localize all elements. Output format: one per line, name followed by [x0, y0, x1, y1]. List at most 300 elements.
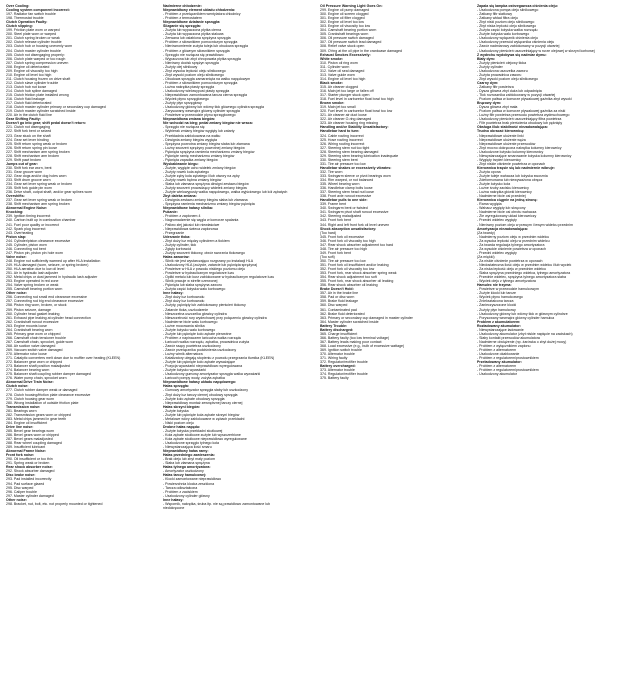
list-item: - Źle wyregulowany układ kierowniczy: [477, 214, 537, 219]
list-item: 259. Piston seizure, damage: [6, 307, 51, 312]
list-item: 240. Carbon built up in combustion chamber: [6, 218, 76, 223]
section-heading: Gear Shifting Faulty:: [6, 117, 41, 122]
list-item: 343. Front fork bent: [320, 218, 351, 223]
subsection-heading: Biały dym:: [477, 56, 495, 61]
list-item: - Zużyty sworzeń tłokowy, otwór sworznia tłokowego: [163, 250, 245, 255]
subsection-heading: Drobne hałas napędu:: [163, 424, 201, 429]
list-item: 242. Spark plug incorrect: [6, 226, 46, 231]
list-item: (Za twardy): [477, 230, 495, 235]
list-item: 275. Balancer shaft coupling rubber damper damaged: [6, 372, 91, 377]
column-polish-2: [477, 4, 628, 696]
list-item: 310. Piston oil ring worn: [320, 60, 358, 65]
list-item: - Dźwignia zmiany biegów wygięta: [163, 137, 218, 142]
list-item: 324. Cable routing incorrect: [320, 133, 364, 138]
list-item: - Tłok rozrusznika zablokowany w pozycji otwartej: [477, 93, 556, 98]
list-item: - Problem z siłownikiem pomocniczym sprzęgła: [163, 80, 238, 85]
list-item: 202. Clutch release cylinder trouble: [6, 40, 62, 45]
list-item: - Niedostateczna ilość oleju w przednim widelcu i/lub wyciek: [477, 263, 572, 267]
list-item: 331. Tire air pressure too low: [320, 161, 366, 166]
list-item: - Nieszczelność rury wydechowej przy połączeniu głowicy cylindra: [163, 315, 267, 320]
list-item: 272. Balancer gear worn or chipped: [6, 360, 63, 365]
subsection-heading: Clutch noise:: [6, 384, 29, 389]
list-item: 210. Engine oil level too high: [6, 72, 52, 77]
list-item: 336. Handlebar clamp bolts loose: [320, 186, 373, 191]
list-item: 285. Bevel gear bearings worn: [6, 428, 55, 433]
list-item: - Problem z regulatorem/prostownikiem: [477, 356, 539, 361]
list-item: 197. Radiator fan switch trouble: [6, 12, 56, 17]
list-item: 232. Gear dogs and/or dog holes worn: [6, 173, 67, 178]
list-item: - Uszkodzony wielowypust piasty sprzęgła: [163, 88, 230, 93]
list-item: - Nieprawidłowa świeca zapłonowa: [163, 226, 219, 231]
list-item: - Zużyte, wygięte ucho widełek zmiany biegów: [163, 165, 236, 170]
list-item: 244. Cylinder/piston clearance excessive: [6, 238, 71, 243]
list-item: - Wahacz wygięty lub skręcony: [477, 206, 526, 211]
section-heading: Nieprawidłowy hałas ramy:: [163, 449, 209, 454]
list-item: - Niewystarczające ładowanie: [477, 327, 524, 332]
list-item: 253. Engine operated in red zone: [6, 279, 59, 284]
list-item: - Uszkodzony główny lub wtórny tłok w głównym cylindrze: [477, 311, 568, 316]
list-item: - Zużyty płyn sprzęgłowy: [163, 101, 202, 106]
list-item: - Uszkodzony przewód wyłącznika ciśnienia oleju: [477, 40, 555, 45]
list-item: 233. Shift drum groove worn: [6, 178, 51, 183]
list-item: 361. Contaminated pad: [320, 307, 357, 312]
list-item: - Zatkany filtr siatkowy: [477, 12, 513, 17]
list-item: - Luźny sworzeń sprężyny powrotnej zmiany biegów: [163, 145, 245, 150]
list-item: 264. Crankshaft bearing worn: [6, 327, 53, 332]
subsection-heading: Jumps out of gear:: [6, 161, 38, 166]
list-item: 248. Engine not sufficiently warmed up after HLA installation: [6, 258, 101, 263]
list-item: 286. Bevel gears worn or chipped: [6, 432, 59, 437]
list-item: - Zużyta część łożyska wałka rozrządu: [477, 28, 538, 33]
section-heading: Problem z akumulatorem:: [477, 319, 521, 324]
list-item: 213. Clutch hub nut loose: [6, 84, 47, 89]
list-item: 329. Steering stem bearing lubrication inadequate: [320, 153, 399, 158]
list-item: 238. Shift mechanism arm spring broken: [6, 202, 70, 207]
subsection-heading: Valve noise:: [6, 254, 27, 259]
subsection-heading: Doesn't go into gear; shift pedal doesn't return:: [6, 121, 86, 126]
list-item: 283. Metal chips jammed in gear teeth: [6, 416, 67, 421]
list-item: 290. Oil insufficient or too thin: [6, 457, 53, 462]
list-item: - Problem z siłownikiem pomocniczym sprzęgła: [163, 40, 238, 45]
list-item: - Zużyty, pęknięty lub zablokowany pierścień tłokowy: [163, 303, 246, 308]
list-item: - Luźne śruby zacisku kierownicy: [477, 186, 529, 191]
subsection-heading: Hałas skrzyni biegów:: [163, 404, 201, 409]
subsection-heading: Hałas tylnego amortyzatora:: [163, 465, 211, 470]
list-item: - Zdeformowana lub niewyważona obręcz: [477, 178, 543, 183]
list-item: - Problem z alternatorem: [477, 364, 517, 369]
list-item: - Uszkodzone łożysko kolumny kierownicy: [477, 149, 544, 154]
list-item: 261. Exhaust pipe leaking at cylinder head connection: [6, 315, 91, 320]
list-item: 203. Clutch hub or housing unevenly worn: [6, 44, 73, 49]
list-item: - Dysza główna zbyt duża lub odpadnięta: [477, 88, 542, 93]
list-item: 280. Wrong installation of outside friction plate: [6, 400, 79, 405]
list-item: - Pęknięta lub słaba sprężyna zaworu: [163, 283, 222, 288]
list-item: - Luźna nakrętka piasty sprzęgła: [163, 84, 215, 89]
subsection-heading: Hałas sprzęgła:: [163, 384, 190, 389]
list-item: - Zużyty rowek bębna zmiany biegów: [163, 178, 222, 183]
list-item: - Rama wygięta: [477, 202, 502, 207]
list-item: - Brak oleju lub zbyt mały poziom: [163, 457, 216, 462]
list-item: - Zużyty cylinder: [477, 64, 503, 69]
list-item: 372. Regulator/rectifier trouble: [320, 360, 368, 365]
list-item: 235. Shift fork guide pin worn: [6, 186, 52, 191]
list-item: - Zużyty olej silnikowy: [163, 64, 198, 69]
list-item: - Problem z alternatorem: [477, 347, 517, 352]
list-item: - Pęknięta zapadka zmiany biegów: [163, 157, 218, 162]
list-item: 260. Cylinder head gasket leaking: [6, 311, 60, 316]
list-item: - Zużyty pierścień olejowy tłoka: [477, 60, 527, 65]
list-item: - Problem z zaciskiem: [163, 489, 198, 494]
list-item: 276. Water pump chain, sprocket worn: [6, 376, 67, 381]
list-item: - Koła zębate stożkowe zużyte lub wyszczerbione: [163, 432, 241, 437]
list-item: 349. Front fork bent: [320, 250, 351, 255]
list-item: 315. Air cleaner clogged: [320, 84, 359, 89]
list-item: - Poziom paliwa w komorze pływakowej gaźnika zbyt wysoki: [477, 97, 572, 102]
list-item: 303. Engine oil viscosity too low: [320, 24, 371, 29]
subsection-heading: Inne hałasy:: [163, 291, 184, 296]
section-heading: Clutch Operation Faulty:: [6, 20, 48, 25]
section-heading: Obsługa i/lub stabilność niezadowalająca:: [477, 125, 548, 130]
list-item: 245. Cylinder, piston worn: [6, 242, 47, 247]
list-item: - Zużyta lub wypaczona płytka stalowa: [163, 32, 224, 37]
subsection-heading: Black smoke:: [320, 80, 343, 85]
list-item: - Sprzęgło nie rozłącza się prawidłowo:: [163, 52, 225, 57]
list-item: 371. Wiring faulty: [320, 356, 348, 361]
subsection-heading: Amortyzacja niezadowalająca:: [477, 226, 529, 231]
list-item: 297. Master cylinder damaged: [6, 493, 54, 498]
list-item: - Problem z przełącznikiem wentylatora chłodnicy: [163, 12, 241, 17]
list-item: 270. Alternator rotor loose: [6, 352, 47, 357]
list-item: (Too soft): [320, 254, 335, 259]
list-item: 229. Shift pawl broken: [6, 157, 42, 162]
list-item: 312. Valve oil seal damaged: [320, 68, 365, 73]
list-item: - Zużyte lub pęknięte koło zębate pierwotne: [163, 331, 232, 336]
list-item: 313. Valve guide worn: [320, 72, 355, 77]
list-item: 287. Bevel gears maladjusted: [6, 437, 53, 442]
list-item: - Zbyt duży luz korbowodu: [163, 295, 205, 300]
subsection-heading: Hałas przedniego zawieszenia:: [163, 453, 215, 458]
list-item: - Pęknięte ramię mechanizmu zmiany biegów: [163, 153, 235, 158]
subsection-heading: Pukanie:: [163, 210, 178, 215]
list-item: - Problem z głównym siłownikiem sprzęgła: [163, 48, 230, 53]
list-item: 223. Gear stuck on the shaft: [6, 133, 51, 138]
list-item: 342. Steering maladjusted: [320, 214, 362, 219]
list-item: - Wyciek płynu sprzęgłowego: [163, 97, 209, 102]
list-item: 228. Shift mechanism arm broken: [6, 153, 60, 158]
list-item: 257. Connecting rod big end clearance excessive: [6, 299, 84, 304]
list-item: - Nadmierny poziom oleju w przednim widelcu: [477, 234, 550, 239]
list-item: - Nierówny docisk sprężyn sprzęgła: [163, 60, 219, 65]
subsection-heading: Przeładowany akumulator:: [477, 360, 522, 365]
list-item: - Przedni widelec wygięty: [477, 250, 517, 255]
list-item: - Uszkodzone sprzęgło tylnego koła: [163, 441, 219, 446]
list-item: 201. Clutch spring broken or weak: [6, 36, 60, 41]
list-item: - Problem z napinaczem łańcucha wałka rozrządu: [163, 335, 242, 340]
subsection-heading: Handlebar shakes or excessively vibrates:: [320, 165, 392, 170]
list-item: - Zatkany filtr powietrza: [477, 84, 514, 89]
list-item: 314. Engine oil level too high: [320, 76, 366, 81]
list-item: 219. Clutch master cylinder scratched inside: [6, 109, 76, 114]
list-item: 357. Air in the brake line: [320, 291, 359, 296]
list-item: - Przedni widelec wygięty: [477, 218, 517, 223]
subsection-heading: Front fork noise:: [6, 453, 35, 458]
list-item: - Za twarda regulacja tylnego amortyzatora: [477, 242, 545, 247]
list-item: - Nadmierne bicie osi obrotu wahacza: [477, 210, 537, 215]
list-item: 282. Transmission gears worn or chipped: [6, 412, 71, 417]
list-item: 249. HLA damaged (worn, seizure, or spring broken): [6, 263, 89, 267]
subsection-heading: Nie wchodzi na bieg; pedał zmiany biegów nie wraca:: [163, 121, 253, 126]
list-item: - Amortyzator uszkodzony: [163, 469, 204, 474]
list-item: - Wspornik, nakrętka, śruba itp. nie są prawidłowo zamontowane lub: [163, 501, 271, 506]
list-item: - Nieprawidłowo zamontowana tarcza cierna sprzęgła: [163, 93, 247, 98]
section-heading: Abnormal Engine Noise:: [6, 206, 48, 211]
list-item: 281. Bearings worn: [6, 408, 37, 413]
list-item: 251. Air in hydraulic lash adjuster: [6, 271, 59, 276]
list-item: - Zużyta lub wypaczona płytka cierna: [163, 28, 222, 33]
subsection-heading: Hałas zaworów:: [163, 254, 190, 259]
list-item: - Zużyta opona: [477, 169, 501, 174]
list-item: - Zbyt duży luz między cylindrem a tłokiem: [163, 238, 230, 243]
list-item: 256. Connecting rod small end clearance excessive: [6, 295, 88, 300]
list-item: 304. Camshaft bearing portion worn: [320, 28, 377, 33]
list-item: - Zniekształcona tarcza: [477, 299, 514, 304]
list-item: 339. Frame bent: [320, 202, 347, 207]
list-item: - Opiłki metalu lub kurz zablokowane w hydraulicznym regulatorze luzu: [163, 275, 275, 280]
list-item: - Słaby kontakt przewodów akumulatora: [477, 335, 540, 340]
list-item: - Nieprawidłowe ułożenie linki: [477, 133, 524, 138]
list-item: - Pęknięta sprężyna ramienia mechanizmu zmiany biegów: [163, 149, 255, 154]
list-item: - Nadmierne obciążenie (np. żarówka o zbyt dużej mocy): [477, 339, 567, 344]
list-item: - Uszkodzony gumowy amortyzator sprzęgła wałka wyważarki: [163, 372, 261, 377]
list-item: 250. HLA aeration due to low oil level: [6, 267, 65, 272]
list-item: - Nagromadzenie się węgla w komorze spalania: [163, 218, 239, 223]
list-item: - Sprężyna powrotna zmiany biegów słaba lub złamana: [163, 141, 250, 146]
subsection-heading: Trudno obracać kierownicą:: [477, 129, 525, 134]
list-item: (Too hard): [320, 230, 337, 235]
list-item: - Nierówny poziom oleju w prawym i lewym widelcu przednim: [477, 222, 573, 227]
list-item: 279. Clutch housing gear worn: [6, 396, 55, 401]
list-item: (Za miękki): [477, 254, 495, 259]
list-item: - Zerwana lub osłabiona sprężyna sprzęgła: [163, 36, 231, 41]
list-item: - Zużyta prowadnica zaworu: [477, 72, 522, 77]
list-item: 198. Thermostat trouble: [6, 16, 44, 21]
list-item: 220. Air in the clutch fluid line: [6, 113, 52, 118]
subsection-heading: White smoke:: [320, 56, 344, 61]
list-item: 221. Clutch not disengaging: [6, 125, 50, 130]
list-item: - Uszkodzony HLA (zużycie, zatarcie lub pęknięta sprężyna): [163, 263, 258, 267]
list-item: - Uszkodzona uszczelka zaworu: [477, 68, 528, 73]
list-item: 330. Steering stem bent: [320, 157, 358, 162]
list-item: - Zbyt wysoka lepkość oleju silnikowego: [163, 68, 226, 73]
list-item: - Zbyt niska lepkość oleju silnikowego: [477, 24, 537, 29]
list-item: - Niewystarczająca ilość smaru: [163, 445, 212, 450]
list-item: 368. Load excessive (e.g., bulb of excessive wattage): [320, 343, 405, 348]
list-item: - Zużyte wielowypusty wałka napędowego, wałka wyjściowego lub kół zębatych: [163, 190, 288, 195]
list-item: - Nadmierne bicie osi przedniej: [477, 194, 526, 199]
list-item: 351. Front fork oil insufficient and/or leaking: [320, 263, 389, 267]
list-item: - Wyciek oleju z tylnego amortyzatora: [477, 279, 536, 284]
list-item: 298. Bracket, nut, bolt, etc. not properly mounted or tightened: [6, 501, 103, 506]
list-item: - Tarcza odkształcona: [163, 485, 198, 490]
list-item: 375. Battery faulty: [320, 376, 349, 381]
list-item: - Sprężyna ramienia mechanizmu zmiany biegów pęknięta: [163, 202, 255, 207]
list-item: 370. Alternator trouble: [320, 352, 355, 357]
list-item: 334. Rim warped, or not balanced: [320, 178, 374, 183]
list-item: 345. Front fork oil excessive: [320, 234, 365, 239]
section-heading: Over Cooling:: [6, 4, 30, 8]
list-item: 263. Engine mounts loose: [6, 323, 48, 328]
subsection-heading: Inne hałasy:: [163, 497, 184, 502]
list-item: - Powietrze w przewodzie płynu sprzęgłowego: [163, 113, 236, 118]
list-item: - Zbyt niski poziom oleju silnikowego: [477, 20, 535, 25]
list-item: 296. Caliper trouble: [6, 489, 37, 494]
subsection-heading: Rear shock absorber noise:: [6, 465, 53, 470]
list-item: 333. Swingarm sleeve or pivot bearings worn: [320, 173, 391, 178]
list-item: 311. Cylinder worn: [320, 64, 350, 69]
list-item: - Za niska lepkość oleju w przednim widelcu: [477, 267, 546, 272]
list-item: 316. Main jet too large or fallen off: [320, 88, 374, 93]
subsection-heading: Brown smoke:: [320, 101, 345, 106]
list-item: 321. Air cleaner air duct loose: [320, 113, 367, 118]
list-item: 355. Front fork, rear shock absorber oil leaking: [320, 279, 394, 284]
list-item: 318. Fuel level in carburetor float bowl too high: [320, 97, 394, 102]
list-item: 267. Camshaft chain, sprocket, guide worn: [6, 339, 74, 344]
list-item: - Uszkodzona pompa oleju silnikowego: [477, 8, 539, 13]
list-item: - Nieprawidłowe ułożenie przewodów: [477, 141, 536, 146]
subsection-heading: Ślizganie się sprzęgła:: [163, 24, 201, 29]
section-heading: Nieprawidłowe hałasy silnika:: [163, 206, 214, 211]
list-item: 346. Front fork oil viscosity too high: [320, 238, 376, 243]
list-item: - Zużyta część łożyska wału korbowego: [163, 287, 226, 292]
list-item: 360. Disc warped: [320, 303, 348, 308]
list-item: 295. Disc warped: [6, 485, 34, 490]
list-item: - Sprzęgło nie rozłącza się: [163, 125, 205, 130]
list-item: - Paliwo złej jakości lub niewłaściwe: [163, 222, 220, 227]
list-item: 266. Camshaft chain tensioner trouble: [6, 335, 66, 340]
list-item: - Uszkodzony akumulator: [477, 372, 518, 377]
list-item: 335. Wheel bearing worn: [320, 182, 360, 187]
subsection-heading: Overshifts:: [6, 194, 25, 199]
list-item: 239. Ignition timing incorrect: [6, 214, 51, 219]
list-item: - Katalizatory ulegają stopieniu z powodu przegrzania tłumika (KLEEN): [163, 356, 275, 361]
list-item: 252. Metal chips or dust jammed in hydraulic lash adjuster: [6, 275, 98, 280]
list-item: - Zużyte lub pęknięte koło zębate wyważające: [163, 360, 236, 365]
list-item: 294. Pad surface glazed: [6, 481, 45, 486]
list-item: - Zużyty rowek koła zębatego: [163, 169, 210, 174]
section-heading: Brake Doesn't Hold:: [320, 287, 354, 292]
list-item: 222. Shift fork bent or seized: [6, 129, 52, 134]
list-item: - Zbyt wysoki poziom oleju silnikowego: [477, 76, 538, 81]
list-item: 246. Connecting rod bent: [6, 246, 46, 251]
list-item: 262. Crankshaft runout excessive: [6, 319, 59, 324]
subsection-heading: Drive line noise:: [6, 424, 34, 429]
list-item: 344. Right and left front fork oil level uneven: [320, 222, 390, 227]
list-item: 271. Catalytic converters melt down due to muffler over heating (KLEEN): [6, 356, 121, 361]
list-item: - Przekładnia zablokowana na wałku: [163, 133, 221, 138]
list-item: - Uszkodzony akumulator (zbyt niskie napięcie na zaciskach): [477, 331, 573, 336]
list-item: 353. Front fork, rear shock absorber spring weak: [320, 271, 397, 276]
subsection-heading: Handlebar hard to turn:: [320, 129, 360, 134]
list-item: 347. Rear shock absorber adjustment too hard: [320, 242, 394, 247]
list-item: - Zanieczyszczone klocki: [477, 303, 517, 308]
list-item: - Uszkodzony pierścień uszczelniający filtra powietrza: [477, 117, 562, 122]
section-heading: Handling and/or Stability Unsatisfactory:: [320, 125, 389, 130]
list-item: - Silnik pracuje w strefie czerwonej: [163, 279, 218, 284]
list-item: - Porysowany wewnątrz główny cylinder hamulca: [477, 315, 555, 320]
list-item: - Zawór nadmiarowy zablokowany w pozycji otwartej: [477, 44, 560, 49]
list-item: - Uszkodzone okablowanie: [477, 352, 520, 357]
list-item: 225. Shift return spring weak or broken: [6, 141, 68, 146]
list-item: 352. Front fork oil viscosity too low: [320, 267, 375, 272]
list-item: - Silnik nie jest wystarczająco rozgrzany po instalacji HLA: [163, 258, 254, 263]
list-item: 300. Engine oil screen clogged: [320, 12, 369, 17]
list-item: 332. Tire worn: [320, 169, 343, 174]
list-item: - Uszkodzony pierścień uszczelniający w rurze olejowej w skrzyni korbowej: [477, 48, 595, 53]
list-item: - Filtr powietrza brak pierścienia obudowy lub pęknięty: [477, 121, 563, 126]
list-item: - Poziom paliwa w komorze pływakowej gaźnika za niski: [477, 109, 566, 114]
list-item: 323. Air cleaner housing ring missing: [320, 121, 378, 126]
list-item: - Zużyty płyn hamulcowy: [477, 307, 516, 312]
list-item: 320. Fuel level in carburetor float bowl too low: [320, 109, 393, 114]
list-item: 234. Gear set lever spring weak or broken: [6, 182, 73, 187]
list-item: - Wygięty trzpień kierownicy: [477, 157, 521, 162]
list-item: 268. Air suction valve damaged: [6, 343, 56, 348]
list-item: 364. Master cylinder scratched inside: [320, 319, 379, 324]
section-heading: Battery Trouble:: [320, 323, 348, 328]
list-item: 254. Valve spring broken or weak: [6, 283, 59, 288]
list-item: - Nadmierne bicie wału korbowego: [163, 319, 218, 324]
list-item: - Dźwignia zestawu zmiany biegów słaba lub złamana: [163, 198, 248, 203]
subsection-heading: Other noise:: [6, 497, 27, 502]
list-item: 278. Clutch housing/friction plate clearance excessive: [6, 392, 91, 397]
list-item: 325. Hose routing incorrect: [320, 137, 363, 142]
subsection-heading: Battery discharged:: [320, 327, 354, 332]
list-item: - Klocki zamontowane nieprawidłowo: [163, 477, 222, 482]
list-item: - Zatarcie tłoka, uszkodzenie: [163, 307, 209, 312]
list-item: - Problem z regulatorem/prostownikiem: [477, 368, 539, 373]
list-item: 362. Brake fluid deteriorated: [320, 311, 365, 316]
list-item: 205. Clutch not disengaging properly:: [6, 52, 65, 57]
list-item: - Problem z zapłonem 4: [163, 214, 201, 219]
list-item: - Zużyte łożyska: [163, 408, 189, 413]
list-item: 284. Engine oil insufficient: [6, 420, 48, 425]
list-item: - Za wysoka lepkość oleju w przednim widelcu: [477, 238, 550, 243]
list-item: - Zużyty cylinder, tłok: [163, 242, 197, 247]
list-item: - Przednie widelec, sprężyna tylnego amortyzatora słaba: [477, 275, 566, 280]
list-item: 247. Piston pin, piston pin hole worn: [6, 250, 63, 255]
list-item: 337. Steering stem head nut loose: [320, 190, 375, 195]
list-item: 243. Overheating: [6, 230, 34, 235]
list-item: 354. Rear shock adjustment too soft: [320, 275, 377, 280]
list-item: 211. Clutch housing frozen on drive shaft: [6, 76, 71, 81]
list-item: 358. Pad or disc worn: [320, 295, 355, 300]
section-heading: Abnormal Frame Noise:: [6, 449, 47, 454]
subsection-heading: Knocking:: [6, 210, 24, 215]
list-item: - Za niskie ciśnienie powietrza w oponach: [477, 258, 543, 263]
list-item: - Zawór przełącznika podciśnienia uszkodzony: [163, 347, 237, 352]
list-item: 218. Clutch master cylinder primary or secondary cup damaged: [6, 105, 106, 110]
list-item: - Zbyt duży luz tarczy ciernej obudowy sprzęgła: [163, 392, 238, 397]
list-item: - Luźne mocowania silnika: [163, 323, 205, 328]
subsection-heading: Handlebar pulls to one side:: [320, 198, 368, 203]
list-item: - Luźna nakrętka główki kierownicy: [477, 190, 532, 195]
list-item: - Nieprawidłowe ułożenie węża: [477, 137, 526, 142]
section-heading: Nadmierne chłodzenie:: [163, 4, 202, 8]
list-item: 258. Piston ring worn, broken, or stuck: [6, 303, 67, 308]
list-item: 328. Steering stem bearing damaged: [320, 149, 379, 154]
list-item: 317. Starter plunger stuck open: [320, 93, 370, 98]
list-item: - Niewystarczające smarowanie łożyska kolumny kierownicy: [477, 153, 572, 158]
